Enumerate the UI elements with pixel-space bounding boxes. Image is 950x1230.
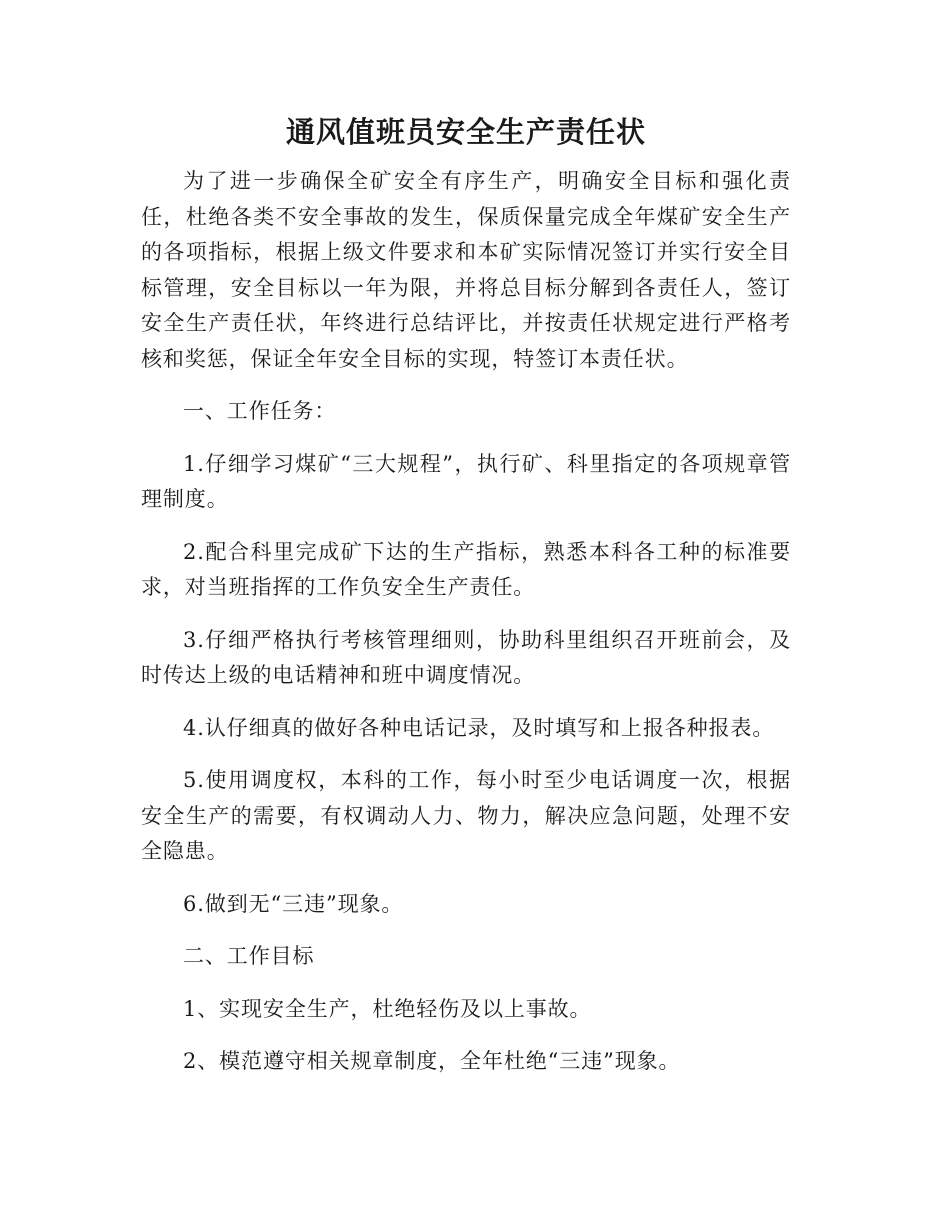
task-item: 2.配合科里完成矿下达的生产指标，熟悉本科各工种的标准要求，对当班指挥的工作负安全生产责任。 xyxy=(141,539,791,599)
task-item: 4.认仔细真的做好各种电话记录，及时填写和上报各种报表。 xyxy=(183,715,775,740)
section-heading-goals: 二、工作目标 xyxy=(183,944,315,968)
intro-paragraph: 为了进一步确保全矿安全有序生产，明确安全目标和强化责任，杜绝各类不安全事故的发生，保质保量完成全年煤矿安全生产的各项指标，根据上级文件要求和本矿实际情况签订并实行安全目标管理，安全目标以一年为限，并将总目标分解到各责任人，签订安全生产责任状，年终进行总结评比，并按责任状规定进行严格考核和奖惩，保证全年安全目标的实现，特签订本责任状。 xyxy=(141,169,791,371)
goal-item: 1、实现安全生产，杜绝轻伤及以上事故。 xyxy=(183,996,592,1021)
goal-item: 2、模范遵守相关规章制度，全年杜绝“三违”现象。 xyxy=(183,1049,681,1073)
document-body xyxy=(141,110,791,1080)
task-item: 3.仔细严格执行考核管理细则，协助科里组织召开班前会，及时传达上级的电话精神和班中调度情况。 xyxy=(141,627,791,687)
task-item: 1.仔细学习煤矿“三大规程”，执行矿、科里指定的各项规章管理制度。 xyxy=(141,451,791,511)
document-title: 通风值班员安全生产责任状 xyxy=(285,115,646,149)
task-item: 6.做到无“三违”现象。 xyxy=(183,891,404,916)
task-item: 5.使用调度权，本科的工作，每小时至少电话调度一次，根据安全生产的需要，有权调动人力、物力，解决应急问题，处理不安全隐患。 xyxy=(141,768,791,863)
section-heading-tasks: 一、工作任务： xyxy=(183,399,337,423)
